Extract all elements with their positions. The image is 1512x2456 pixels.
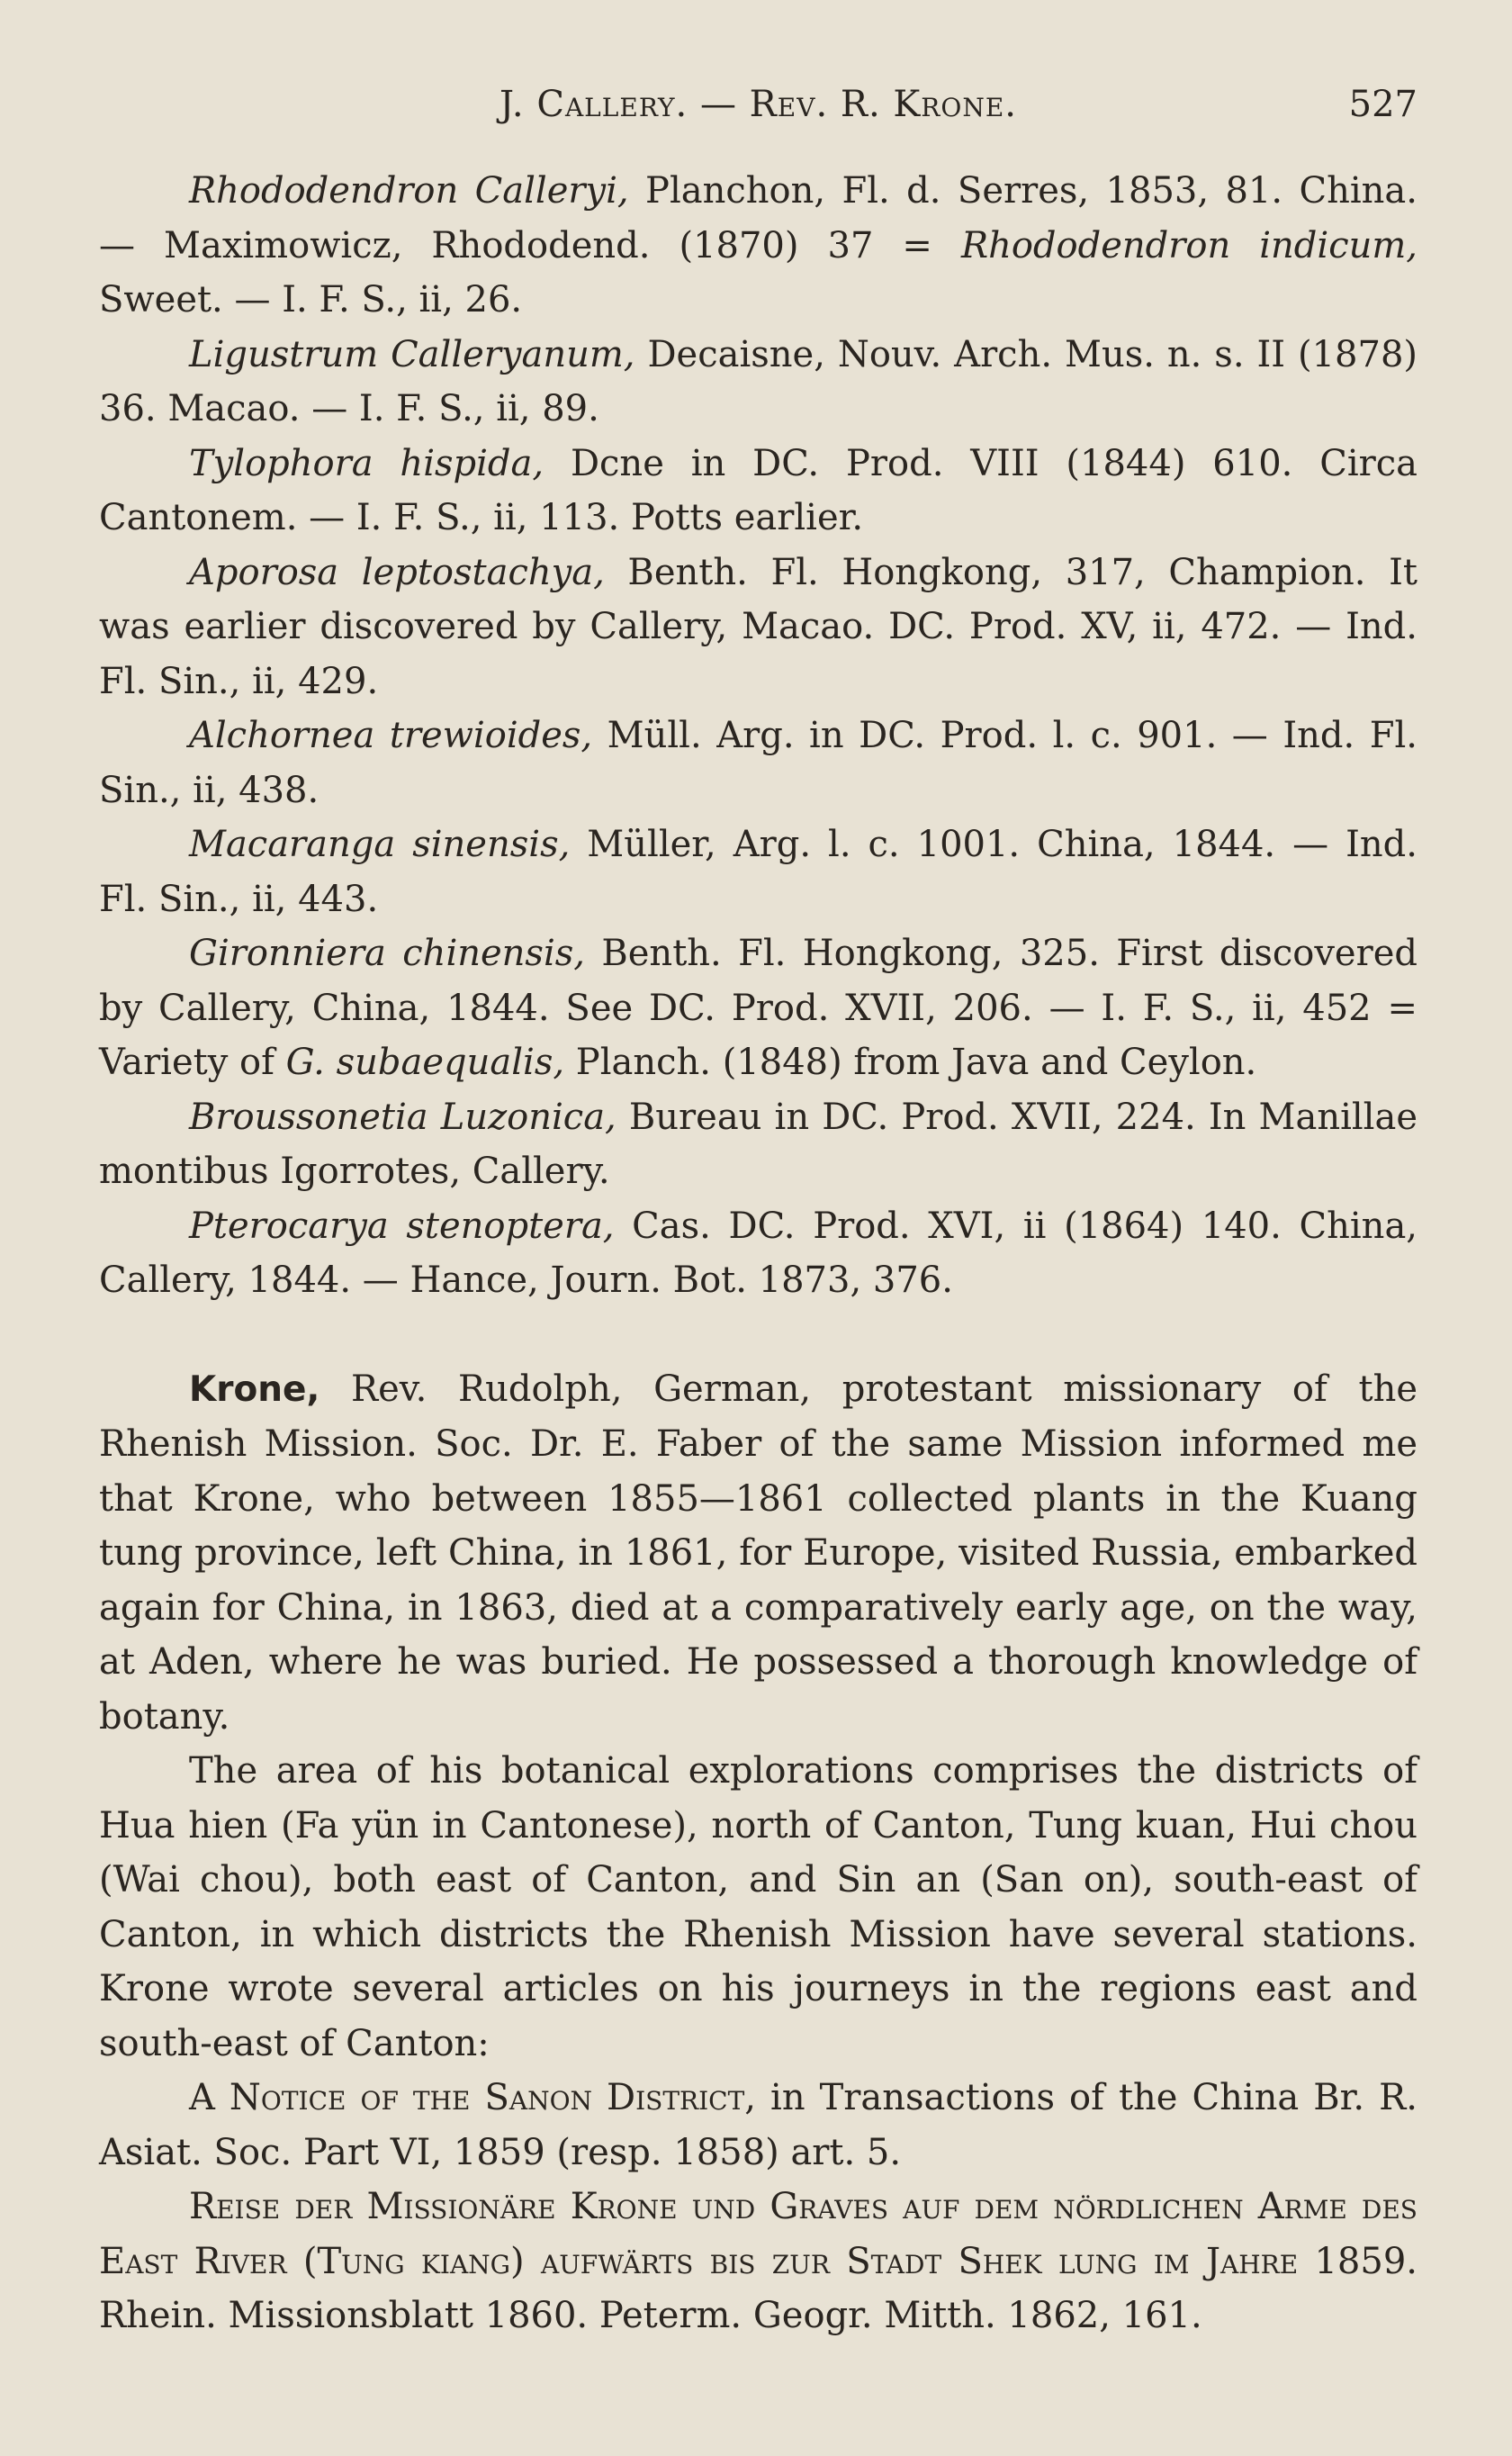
section-gap <box>99 1308 1418 1362</box>
entry-pterocarya-stenoptera <box>99 1199 1418 1308</box>
entry-macaranga-sinensis <box>99 817 1418 926</box>
taxon-name: Alchornea trewioides, <box>189 715 593 756</box>
entry-text: Müller, Arg. l. c. 1001. China, 1844. — Ind. Fl. Sin., ii, 443. <box>99 824 1418 920</box>
reference-text: 1859. Rhein. Missionsblatt 1860. Peterm. Geogr. Mitth. 1862, 161. <box>99 2240 1418 2336</box>
taxon-name: Pterocarya stenoptera, <box>189 1205 615 1247</box>
taxon-name: Tylophora hispida, <box>189 442 544 484</box>
entry-rhododendron-calleryi <box>99 164 1418 328</box>
collector-name: Krone, <box>189 1368 320 1410</box>
bio-text: Rev. Rudolph, German, protestant missionary of the Rhenish Mission. Soc. Dr. E. Faber of the same Mission informed me that Krone, who between 1855—1861 collected plants in the Kuang tung province, left China, in 1861, for Europe, visited Russia, embarked again for China, in 1863, died at a comparatively early age, on the way, at Aden, where he was buried. He possessed a thorough knowledge of botany. <box>99 1368 1418 1738</box>
entry-broussonetia-luzonica <box>99 1090 1418 1199</box>
krone-biography <box>99 1362 1418 1745</box>
entry-aporosa-leptostachya <box>99 546 1418 709</box>
taxon-name: Ligustrum Calleryanum, <box>189 333 635 375</box>
page-number: 527 <box>1348 84 1418 125</box>
entry-text: Decaisne, Nouv. Arch. Mus. n. s. II (1878) 36. Macao. — I. F. S., ii, 89. <box>99 333 1418 429</box>
entry-text: Benth. Fl. Hongkong, 317, Champion. It was earlier discovered by Callery, Macao. DC. Prod. XV, ii, 472. — Ind. Fl. Sin., ii, 429. <box>99 551 1418 702</box>
reference-reise-der-missionare <box>99 2180 1418 2343</box>
reference-text: in Transactions of the China Br. R. Asiat. Soc. Part VI, 1859 (resp. 1858) art. 5. <box>99 2077 1418 2173</box>
taxon-name: Rhododendron Calleryi, <box>189 170 629 212</box>
reference-title: Reise der Missionäre Krone und Graves auf dem nördlichen Arme des East River (Tung kiang) aufwärts bis zur Stadt Shek lung im Jahre <box>99 2186 1418 2282</box>
entry-tylophora-hispida <box>99 437 1418 546</box>
entry-text: Bureau in DC. Prod. XVII, 224. In Manillae montibus Igorrotes, Callery. <box>99 1096 1418 1192</box>
entry-text: Planchon, Fl. d. Serres, 1853, 81. China. — Maximowicz, Rhododend. (1870) 37 = <box>99 170 1418 266</box>
entry-text: Sweet. — I. F. S., ii, 26. <box>99 279 523 321</box>
entry-text: Dcne in DC. Prod. VIII (1844) 610. Circa Cantonem. — I. F. S., ii, 113. Potts earlier. <box>99 442 1418 538</box>
entry-ligustrum-calleryanum <box>99 328 1418 437</box>
entry-text: Benth. Fl. Hongkong, 325. First discovered by Callery, China, 1844. See DC. Prod. XVII, 206. — I. F. S., ii, 452 = Variety of <box>99 933 1418 1083</box>
taxon-name: Gironniera chinensis, <box>189 933 585 974</box>
taxon-name: Rhododendron indicum, <box>960 224 1418 266</box>
taxon-name: G. subaequalis, <box>285 1042 565 1083</box>
running-head: J. Callery. — Rev. R. Krone. <box>500 84 1017 125</box>
entry-text: Cas. DC. Prod. XVI, ii (1864) 140. China, Callery, 1844. — Hance, Journ. Bot. 1873, 376. <box>99 1205 1418 1301</box>
entry-text: Planch. (1848) from Java and Ceylon. <box>564 1042 1257 1083</box>
krone-explorations <box>99 1744 1418 2071</box>
entry-alchornea-trewioides <box>99 709 1418 817</box>
taxon-name: Aporosa leptostachya, <box>189 551 605 593</box>
taxon-name: Macaranga sinensis, <box>189 824 571 865</box>
taxon-name: Broussonetia Luzonica, <box>189 1096 616 1138</box>
page-header <box>99 79 1418 130</box>
entry-gironniera-chinensis <box>99 926 1418 1090</box>
page-body <box>99 164 1418 2343</box>
entry-text: Müll. Arg. in DC. Prod. l. c. 901. — Ind. Fl. Sin., ii, 438. <box>99 715 1418 811</box>
reference-sanon-district <box>99 2071 1418 2180</box>
reference-title: A Notice of the Sanon District, <box>189 2077 756 2118</box>
bio-text: The area of his botanical explorations comprises the districts of Hua hien (Fa yün in Cantonese), north of Canton, Tung kuan, Hui chou (Wai chou), both east of Canton, and Sin an (San on), south-east of Canton, in which districts the Rhenish Mission have several stations. Krone wrote several articles on his journeys in the regions east and south-east of Canton: <box>99 1750 1418 2064</box>
